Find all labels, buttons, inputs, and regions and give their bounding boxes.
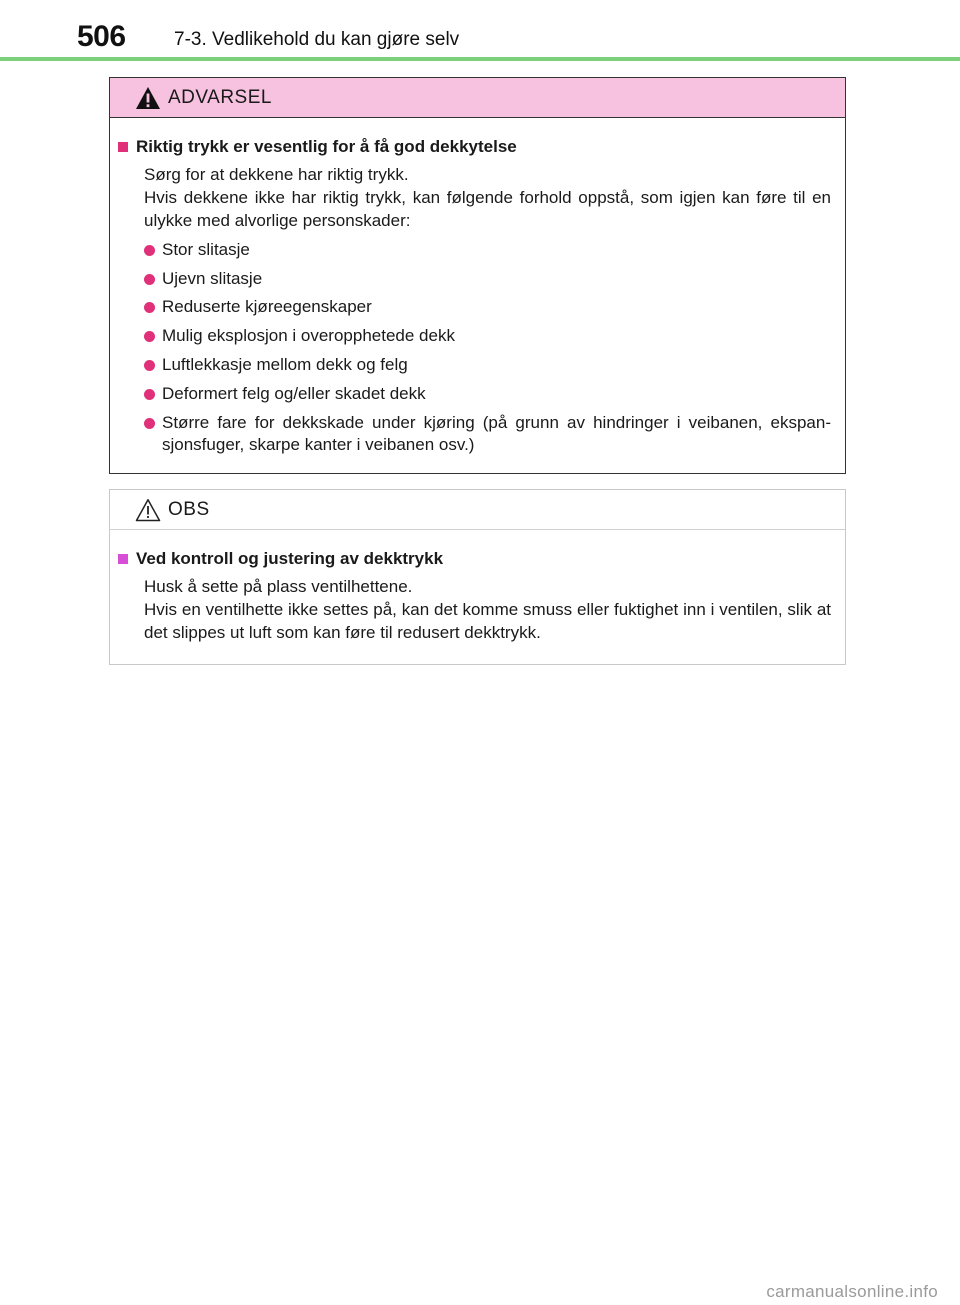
bullet-dot-icon xyxy=(144,331,155,342)
notice-item-title xyxy=(118,547,831,571)
warning-body xyxy=(110,118,845,456)
list-item: Ujevn slitasje xyxy=(144,268,831,290)
warning-item-title xyxy=(118,135,831,159)
page-number: 506 xyxy=(77,20,126,53)
warning-triangle-icon xyxy=(135,86,161,110)
bullet-dot-icon xyxy=(144,418,155,429)
bullet-dot-icon xyxy=(144,360,155,371)
notice-text-1: Husk å sette på plass ventilhettene. xyxy=(144,577,413,596)
watermark: carmanualsonline.info xyxy=(766,1282,938,1301)
bullet-dot-icon xyxy=(144,245,155,256)
warning-intro-1: Sørg for at dekkene har riktig trykk. xyxy=(144,165,409,184)
notice-title-text: Ved kontroll og justering av dekktrykk xyxy=(136,549,444,568)
warning-label: ADVARSEL xyxy=(168,87,272,108)
list-item: Større fare for dekkskade under kjøring (på grunn av hindringer i veibanen, ekspan-sjonsfuger, skarpe kanter i veibanen osv.) xyxy=(144,412,831,456)
bullet-dot-icon xyxy=(144,302,155,313)
notice-body xyxy=(110,530,845,644)
warning-header xyxy=(110,78,845,118)
page-header xyxy=(0,0,960,64)
notice-box xyxy=(109,489,846,665)
notice-text-2: Hvis en ventilhette ikke settes på, kan det komme smuss eller fuktighet inn i ventilen, slik at det slippes ut luft som kan føre til redusert dekktrykk. xyxy=(144,600,831,642)
caution-triangle-outline-icon xyxy=(135,498,161,522)
section-title: 7-3. Vedlikehold du kan gjøre selv xyxy=(174,29,460,50)
square-marker-icon xyxy=(118,554,128,564)
warning-bullet-list xyxy=(144,239,831,456)
list-item: Luftlekkasje mellom dekk og felg xyxy=(144,354,831,376)
notice-label: OBS xyxy=(168,499,210,520)
warning-title-text: Riktig trykk er vesentlig for å få god dekkytelse xyxy=(136,137,517,156)
warning-box xyxy=(109,77,846,474)
square-marker-icon xyxy=(118,142,128,152)
list-item: Mulig eksplosjon i overopphetede dekk xyxy=(144,325,831,347)
header-rule xyxy=(0,57,960,61)
list-item: Stor slitasje xyxy=(144,239,831,261)
notice-header xyxy=(110,490,845,530)
bullet-dot-icon xyxy=(144,274,155,285)
list-item: Reduserte kjøreegenskaper xyxy=(144,296,831,318)
list-item: Deformert felg og/eller skadet dekk xyxy=(144,383,831,405)
warning-intro-2: Hvis dekkene ikke har riktig trykk, kan følgende forhold oppstå, som igjen kan føre til en ulykke med alvorlige personskader: xyxy=(144,188,831,230)
bullet-dot-icon xyxy=(144,389,155,400)
